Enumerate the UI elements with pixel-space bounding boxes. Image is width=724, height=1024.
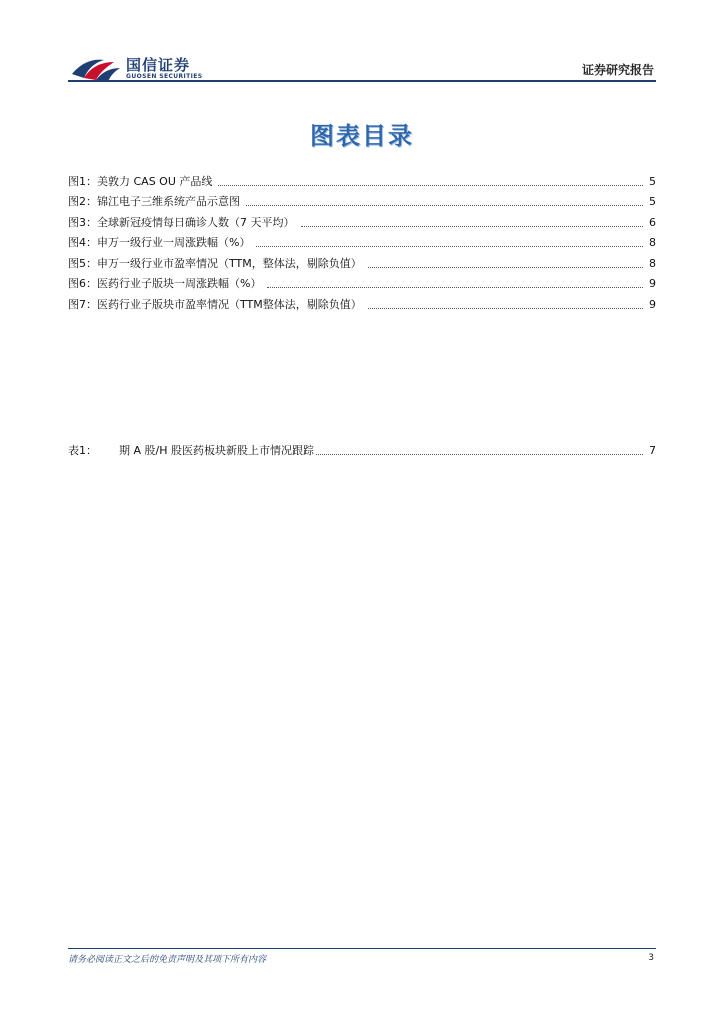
- toc-title: 医药行业子版块一周涨跌幅（%）: [97, 277, 262, 290]
- logo-english-name: GUOSEN SECURITIES: [126, 73, 203, 80]
- toc-leader-dots: [301, 225, 644, 227]
- toc-page-number: 5: [649, 174, 656, 188]
- toc-entry-table-1[interactable]: [68, 437, 656, 458]
- toc-entry-figure-6[interactable]: [68, 271, 656, 292]
- toc-page-number: 7: [649, 443, 656, 457]
- figure-list: [68, 168, 656, 312]
- report-type-label: 证券研究报告: [581, 63, 654, 77]
- table-list: [68, 437, 656, 458]
- toc-leader-dots: [368, 266, 643, 268]
- toc-leader-dots: [246, 204, 643, 206]
- toc-prefix: 图2：: [68, 195, 97, 208]
- toc-prefix: 图6：: [68, 277, 97, 290]
- toc-entry-figure-4[interactable]: [68, 230, 656, 251]
- toc-prefix: 图3：: [68, 215, 97, 229]
- toc-prefix: 图1：: [68, 174, 97, 188]
- toc-page-number: 8: [649, 236, 656, 249]
- toc-entry-figure-7[interactable]: [68, 291, 656, 312]
- toc-prefix: 图7：: [68, 297, 97, 311]
- toc-title: 美敦力 CAS OU 产品线: [97, 174, 213, 188]
- toc-prefix: 表1：: [68, 443, 97, 457]
- header-divider: [68, 80, 656, 82]
- toc-title: 期 A 股/H 股医药板块新股上市情况跟踪: [119, 443, 314, 457]
- toc-leader-dots: [267, 286, 643, 288]
- toc-leader-dots: [256, 245, 643, 247]
- toc-entry-figure-1[interactable]: [68, 168, 656, 189]
- toc-title: 锦江电子三维系统产品示意图: [97, 195, 240, 208]
- toc-entry-figure-5[interactable]: [68, 250, 656, 271]
- footer-page-number: 3: [648, 953, 654, 963]
- toc-page-number: 6: [649, 215, 656, 229]
- guosen-logo-icon: [70, 52, 122, 82]
- toc-title: 全球新冠疫情每日确诊人数（7 天平均）: [97, 215, 295, 229]
- footer-disclaimer: 请务必阅读正文之后的免责声明及其项下所有内容: [68, 955, 267, 965]
- toc-leader-dots: [316, 453, 643, 455]
- toc-prefix: 图5：: [68, 256, 97, 270]
- toc-page-number: 8: [649, 256, 656, 270]
- page-title: 图表目录: [310, 122, 414, 150]
- toc-prefix: 图4：: [68, 236, 97, 249]
- toc-page-number: 5: [649, 195, 656, 208]
- toc-title: 申万一级行业一周涨跌幅（%）: [97, 236, 251, 249]
- footer-divider: [68, 948, 656, 949]
- toc-entry-figure-2[interactable]: [68, 189, 656, 210]
- toc-title: 申万一级行业市盈率情况（TTM，整体法，剔除负值）: [97, 256, 362, 270]
- toc-leader-dots: [368, 307, 643, 309]
- toc-title: 医药行业子版块市盈率情况（TTM整体法，剔除负值）: [97, 297, 362, 311]
- logo-chinese-name: 国信证券: [126, 56, 191, 74]
- toc-entry-figure-3[interactable]: [68, 209, 656, 230]
- toc-leader-dots: [218, 184, 643, 186]
- toc-page-number: 9: [649, 277, 656, 290]
- toc-page-number: 9: [649, 297, 656, 311]
